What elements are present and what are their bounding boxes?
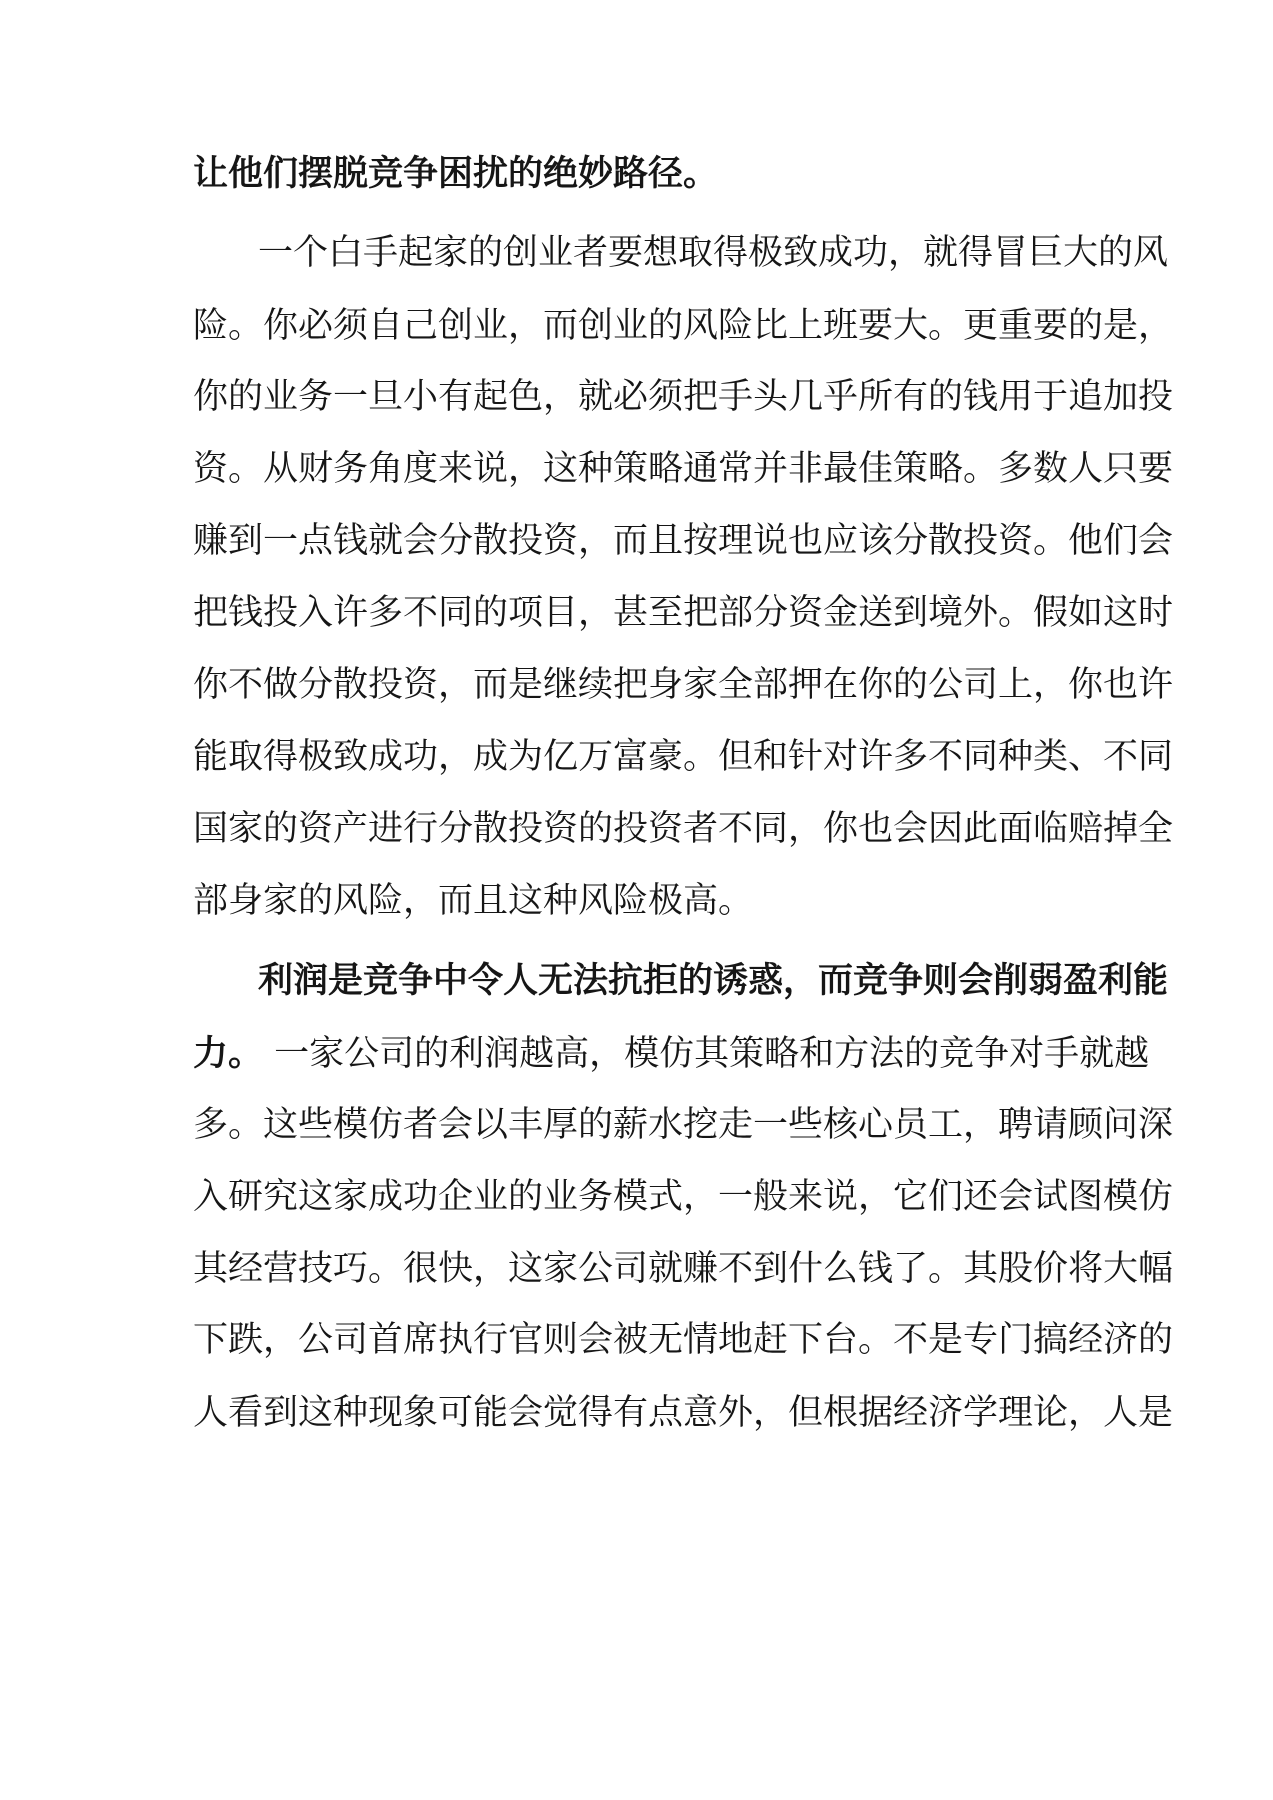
body-text: 部身家的风险，而且这种风险极高。 xyxy=(193,881,754,921)
text-line xyxy=(193,447,1174,491)
body-text: 人看到这种现象可能会觉得有点意外，但根据经济学理论，人是 xyxy=(193,1393,1174,1433)
body-text: 你的业务一旦小有起色，就必须把手头几乎所有的钱用于追加投 xyxy=(193,377,1174,417)
text-line xyxy=(193,1318,1174,1362)
text-line xyxy=(193,304,1174,348)
text-line xyxy=(193,519,1174,563)
body-text: 赚到一点钱就会分散投资，而且按理说也应该分散投资。他们会 xyxy=(193,521,1174,561)
bold-text: 让他们摆脱竞争困扰的绝妙路径。 xyxy=(193,154,719,194)
text-line xyxy=(193,1175,1174,1219)
text-line xyxy=(193,663,1174,707)
body-text: 一家公司的利润越高，模仿其策略和方法的竞争对手就越 xyxy=(263,1034,1150,1074)
text-line xyxy=(193,591,1174,635)
text-line xyxy=(193,807,1174,851)
text-line xyxy=(193,1032,1150,1076)
body-text: 一个白手起家的创业者要想取得极致成功，就得冒巨大的风 xyxy=(258,233,1169,273)
text-line xyxy=(193,1391,1174,1435)
text-line xyxy=(258,959,1169,1003)
body-text: 你不做分散投资，而是继续把身家全部押在你的公司上，你也许 xyxy=(193,665,1174,705)
body-text: 能取得极致成功，成为亿万富豪。但和针对许多不同种类、不同 xyxy=(193,737,1174,777)
body-text: 其经营技巧。很快，这家公司就赚不到什么钱了。其股价将大幅 xyxy=(193,1249,1174,1289)
text-line xyxy=(193,735,1174,779)
body-text: 资。从财务角度来说，这种策略通常并非最佳策略。多数人只要 xyxy=(193,449,1174,489)
text-line xyxy=(193,1247,1174,1291)
text-line xyxy=(193,879,1081,923)
body-text: 险。你必须自己创业，而创业的风险比上班要大。更重要的是， xyxy=(193,306,1174,346)
body-text: 多。这些模仿者会以丰厚的薪水挖走一些核心员工，聘请顾问深 xyxy=(193,1105,1174,1145)
bold-text: 力。 xyxy=(193,1034,264,1074)
body-text: 入研究这家成功企业的业务模式，一般来说，它们还会试图模仿 xyxy=(193,1177,1174,1217)
text-line xyxy=(193,375,1174,419)
text-line xyxy=(193,1103,1174,1147)
body-text: 下跌，公司首席执行官则会被无情地赶下台。不是专门搞经济的 xyxy=(193,1320,1174,1360)
text-line xyxy=(258,231,1169,275)
body-text: 国家的资产进行分散投资的投资者不同，你也会因此面临赔掉全 xyxy=(193,809,1174,849)
body-text: 把钱投入许多不同的项目，甚至把部分资金送到境外。假如这时 xyxy=(193,593,1174,633)
bold-text: 利润是竞争中令人无法抗拒的诱惑，而竞争则会削弱盈利能 xyxy=(258,961,1169,1001)
text-line xyxy=(193,152,1081,196)
